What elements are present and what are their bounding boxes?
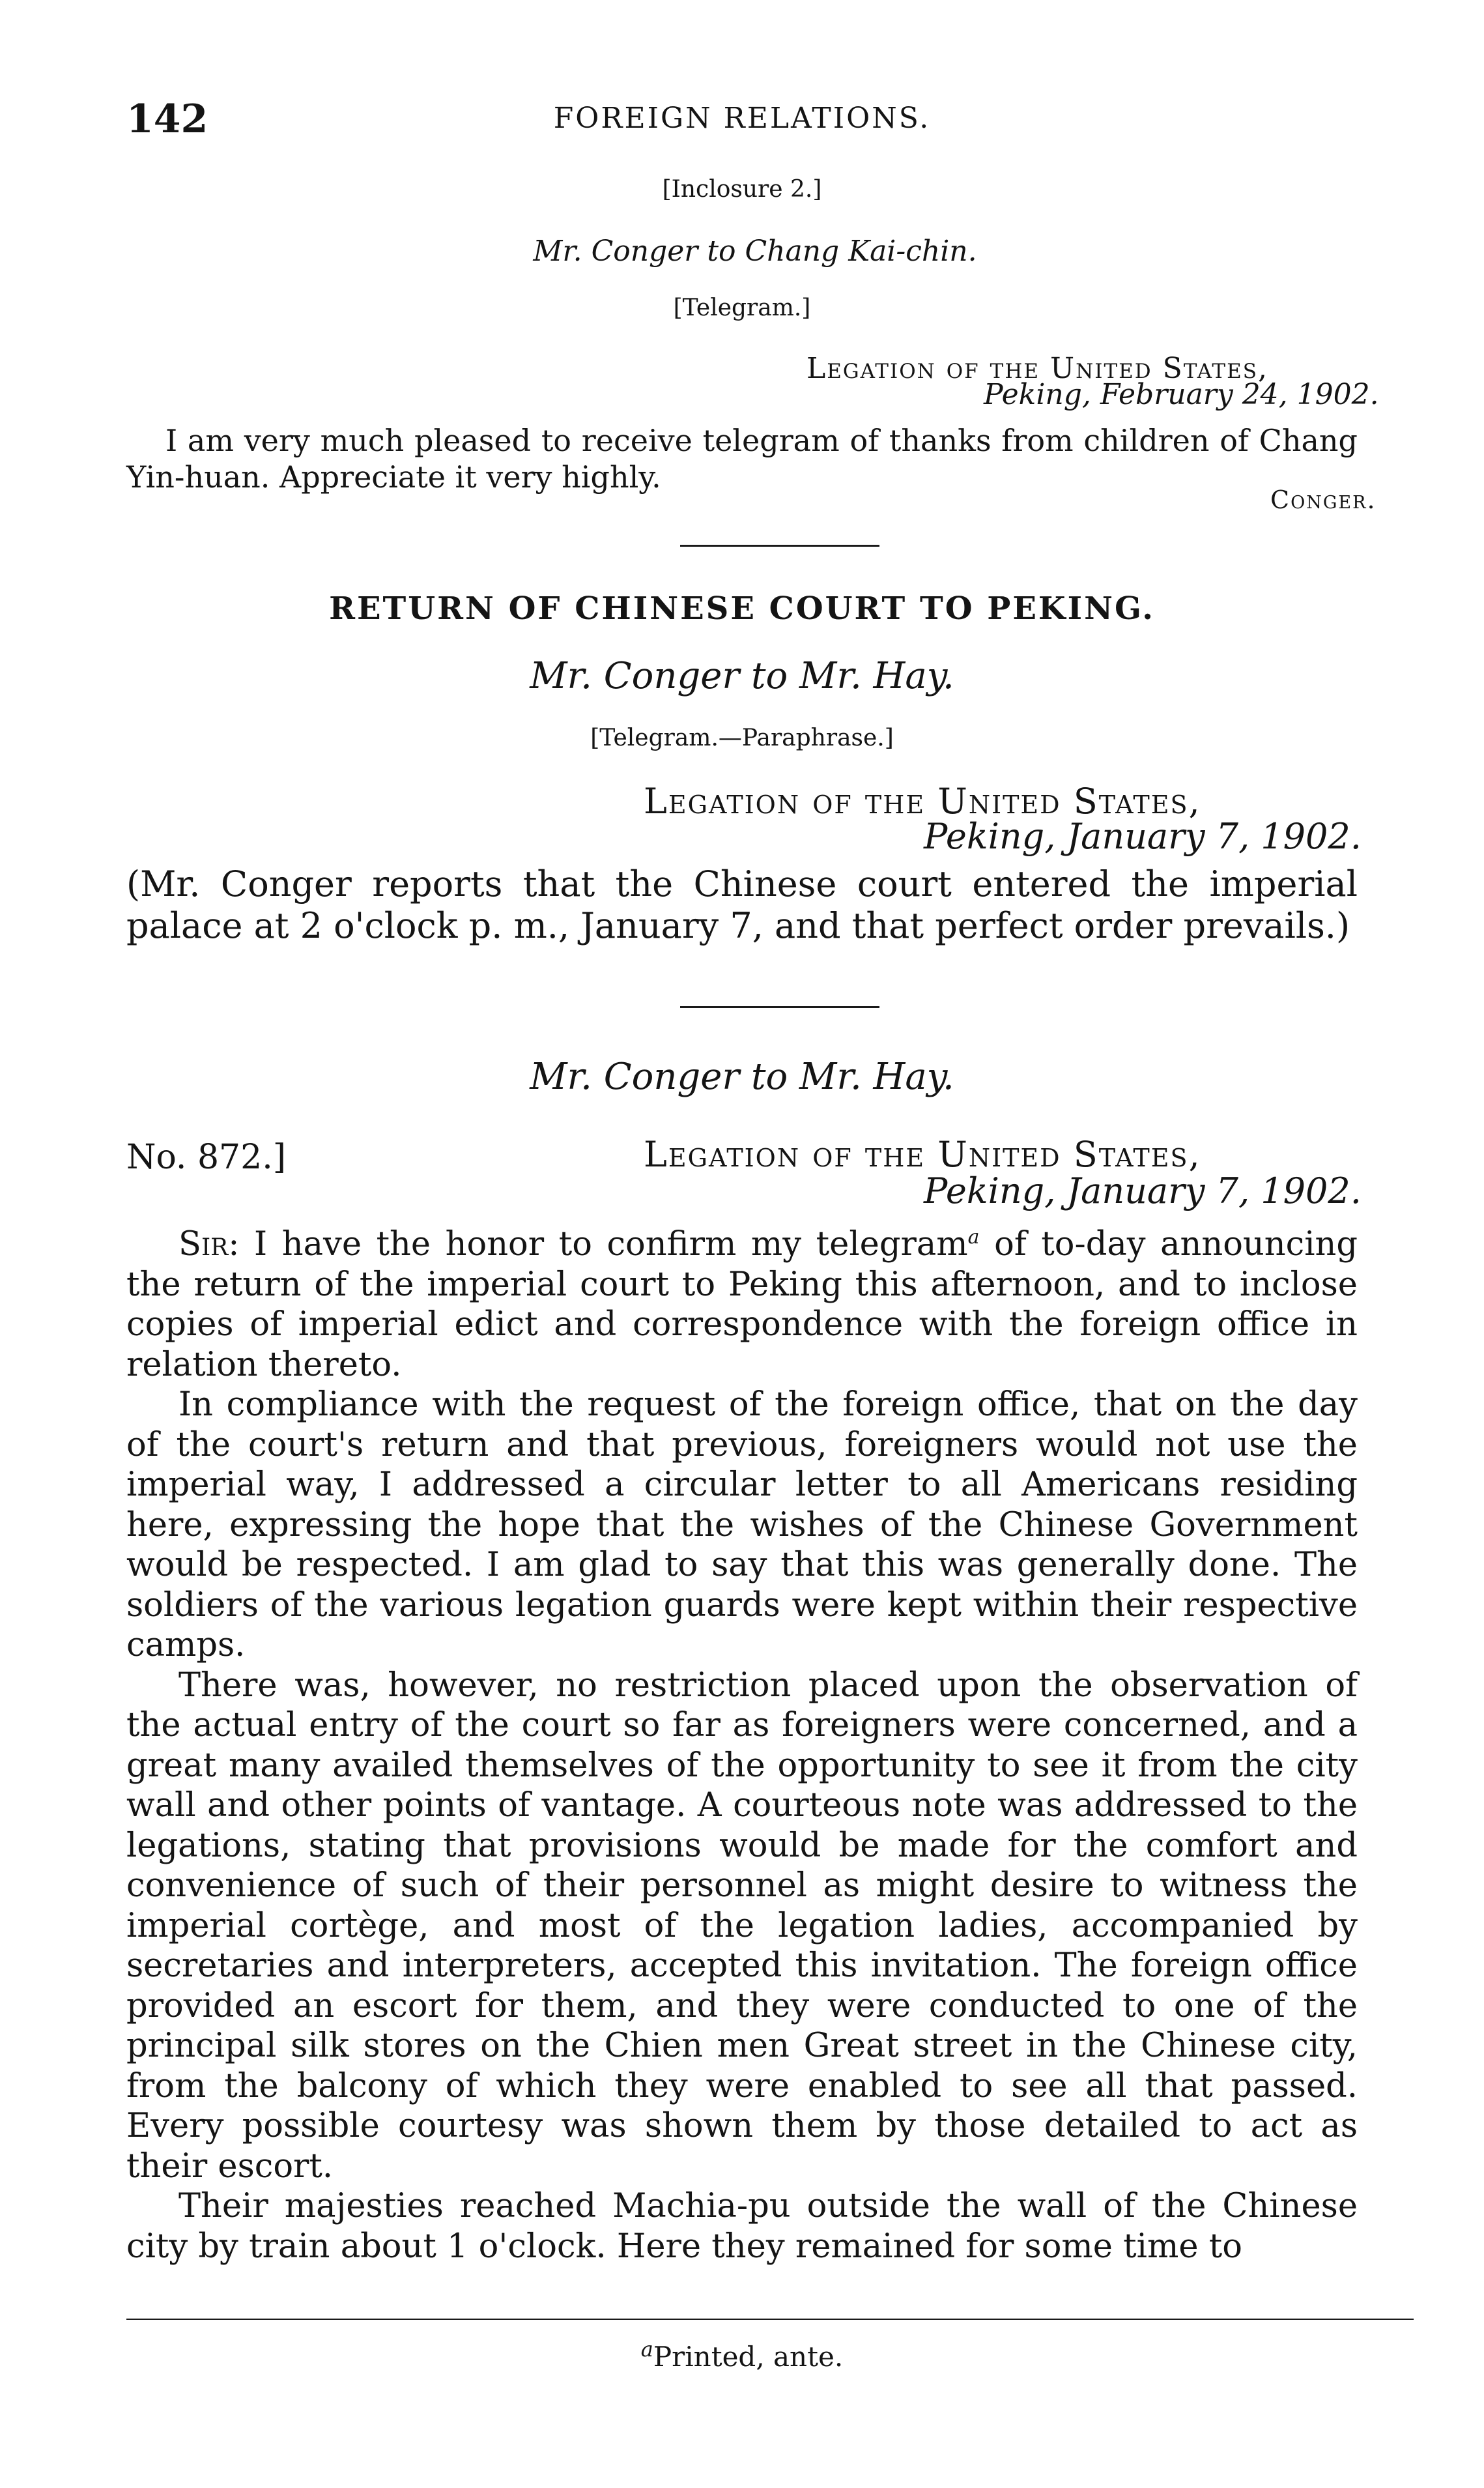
inclosure-dateline: Peking, February 24, 1902. <box>984 378 1379 411</box>
inclosure-label: [Inclosure 2.] <box>662 176 822 203</box>
running-head <box>126 96 1358 142</box>
running-title: FOREIGN RELATIONS. <box>553 102 931 135</box>
letter2-title: Mr. Conger to Mr. Hay. <box>530 1056 954 1098</box>
footnote-marker: a <box>967 1226 980 1249</box>
footnote-marker-bottom: a <box>640 2337 653 2362</box>
letter1-type: [Telegram.—Paraphrase.] <box>590 725 894 751</box>
section-heading: RETURN OF CHINESE COURT TO PEKING. <box>329 590 1155 627</box>
letter2-number: No. 872.] <box>126 1138 287 1177</box>
footnote-text: Printed, ante. <box>653 2341 844 2373</box>
letter1-body: (Mr. Conger reports that the Chinese court entered the imperial palace at 2 o'clock p. m., January 7, and that perfect order prevails.) <box>126 863 1358 946</box>
letter1-legation: Legation of the United States, <box>644 781 1201 822</box>
inclosure-legation: Legation of the United States, <box>806 352 1268 385</box>
inclosure-title: Mr. Conger to Chang Kai-chin. <box>533 235 977 268</box>
page-number: 142 <box>126 96 208 142</box>
letter2-body <box>126 1217 1358 2266</box>
inclosure-body: I am very much pleased to receive telegram of thanks from children of Chang Yin-huan. Appreciate it very highly. <box>126 423 1358 495</box>
footnote-rule <box>126 2319 1414 2320</box>
letter2-paragraph-1: Sir: I have the honor to confirm my telegram$^a$ of to-day announcing the return of the imperial court to Peking this afternoon, and to inclose copies of imperial edict and correspondence with the foreign office in relation thereto. <box>126 1225 1358 1384</box>
letter2-dateline: Peking, January 7, 1902. <box>924 1170 1362 1211</box>
letter2-paragraph-4: Their majesties reached Machia-pu outside the wall of the Chinese city by train about 1 o'clock. Here they remained for some time to <box>126 2187 1358 2266</box>
salutation: Sir: <box>178 1225 240 1264</box>
letter2-paragraph-2: In compliance with the request of the foreign office, that on the day of the court's return and that previous, foreigners would not use the imperial way, I addressed a circular letter to all Americans residing here, expressing the hope that the wishes of the Chinese Government would be respected. I am glad to say that this was generally done. The soldiers of the various legation guards were kept within their respective camps. <box>126 1385 1358 1664</box>
letter2-legation: Legation of the United States, <box>644 1134 1201 1175</box>
section-divider <box>680 545 879 547</box>
letter-divider <box>680 1006 879 1008</box>
letter1-title: Mr. Conger to Mr. Hay. <box>530 655 954 697</box>
letter1-dateline: Peking, January 7, 1902. <box>924 816 1362 857</box>
inclosure-signature: Conger. <box>1270 485 1377 514</box>
footnote <box>0 2337 1484 2373</box>
inclosure-type: [Telegram.] <box>673 295 811 321</box>
letter2-paragraph-3: There was, however, no restriction placed upon the observation of the actual entry of the court so far as foreigners were concerned, and a great many availed themselves of the opportunity to see it from the city wall and other points of vantage. A courteous note was addressed to the legations, stating that provisions would be made for the comfort and convenience of such of their personnel as might desire to witness the imperial cortège, and most of the legation ladies, accompanied by secretaries and interpreters, accepted this invitation. The foreign office provided an escort for them, and they were conducted to one of the principal silk stores on the Chien men Great street in the Chinese city, from the balcony of which they were enabled to see all that passed. Every possible courtesy was shown them by those detailed to act as their escort. <box>126 1666 1358 2186</box>
